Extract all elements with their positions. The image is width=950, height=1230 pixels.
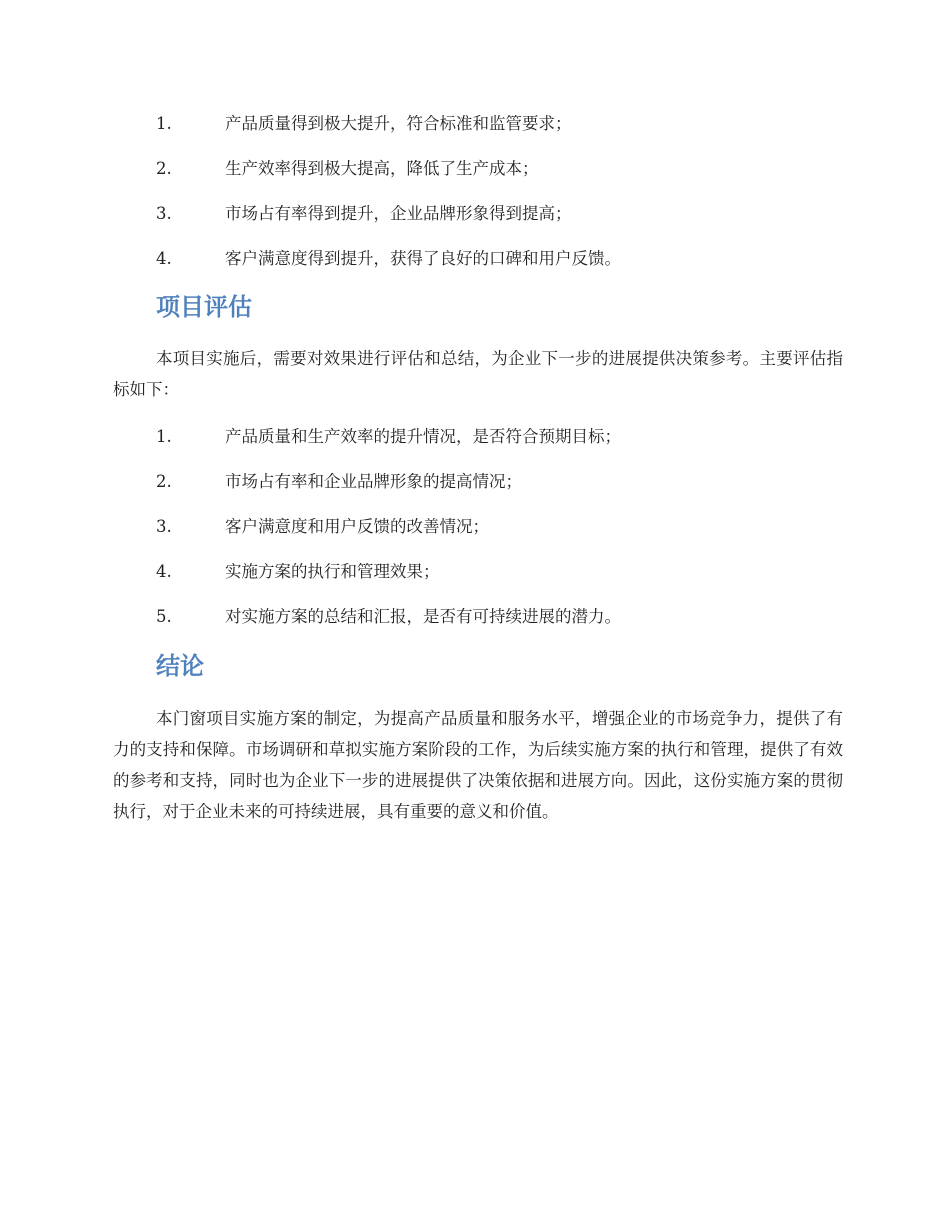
list-item-number: 4. xyxy=(156,249,172,268)
list-item xyxy=(0,423,950,451)
list-item-text: 市场占有率和企业品牌形象的提高情况； xyxy=(225,472,522,491)
list-item-number: 5. xyxy=(156,607,172,626)
list-item xyxy=(0,468,950,496)
list-item xyxy=(0,200,950,228)
list-item xyxy=(0,603,950,631)
list-item xyxy=(0,558,950,586)
list-item-number: 3. xyxy=(156,204,172,223)
list-item-text: 产品质量和生产效率的提升情况，是否符合预期目标； xyxy=(225,427,621,446)
list-item-number: 1. xyxy=(156,114,172,133)
list-item-text: 市场占有率得到提升，企业品牌形象得到提高； xyxy=(225,204,572,223)
list-item xyxy=(0,245,950,273)
list-item-text: 客户满意度得到提升，获得了良好的口碑和用户反馈。 xyxy=(225,249,621,268)
list-item-text: 产品质量得到极大提升，符合标准和监管要求； xyxy=(225,114,572,133)
section-heading-evaluation: 项目评估 xyxy=(156,293,252,321)
list-item xyxy=(0,513,950,541)
list-item-text: 对实施方案的总结和汇报，是否有可持续进展的潜力。 xyxy=(225,607,621,626)
evaluation-intro-paragraph: 本项目实施后，需要对效果进行评估和总结，为企业下一步的进展提供决策参考。主要评估指标如下： xyxy=(113,349,843,399)
list-item-text: 生产效率得到极大提高，降低了生产成本； xyxy=(225,159,539,178)
list-item-number: 1. xyxy=(156,427,172,446)
list-item-text: 客户满意度和用户反馈的改善情况； xyxy=(225,517,489,536)
list-item xyxy=(0,155,950,183)
list-item xyxy=(0,110,950,138)
list-item-text: 实施方案的执行和管理效果； xyxy=(225,562,440,581)
list-item-number: 4. xyxy=(156,562,172,581)
conclusion-paragraph: 本门窗项目实施方案的制定，为提高产品质量和服务水平，增强企业的市场竞争力，提供了有力的支持和保障。市场调研和草拟实施方案阶段的工作，为后续实施方案的执行和管理，提供了有效的参考和支持，同时也为企业下一步的进展提供了决策依据和进展方向。因此，这份实施方案的贯彻执行，对于企业未来的可持续进展，具有重要的意义和价值。 xyxy=(113,709,843,821)
section-heading-conclusion: 结论 xyxy=(156,652,204,680)
list-item-number: 2. xyxy=(156,159,172,178)
list-item-number: 2. xyxy=(156,472,172,491)
list-item-number: 3. xyxy=(156,517,172,536)
